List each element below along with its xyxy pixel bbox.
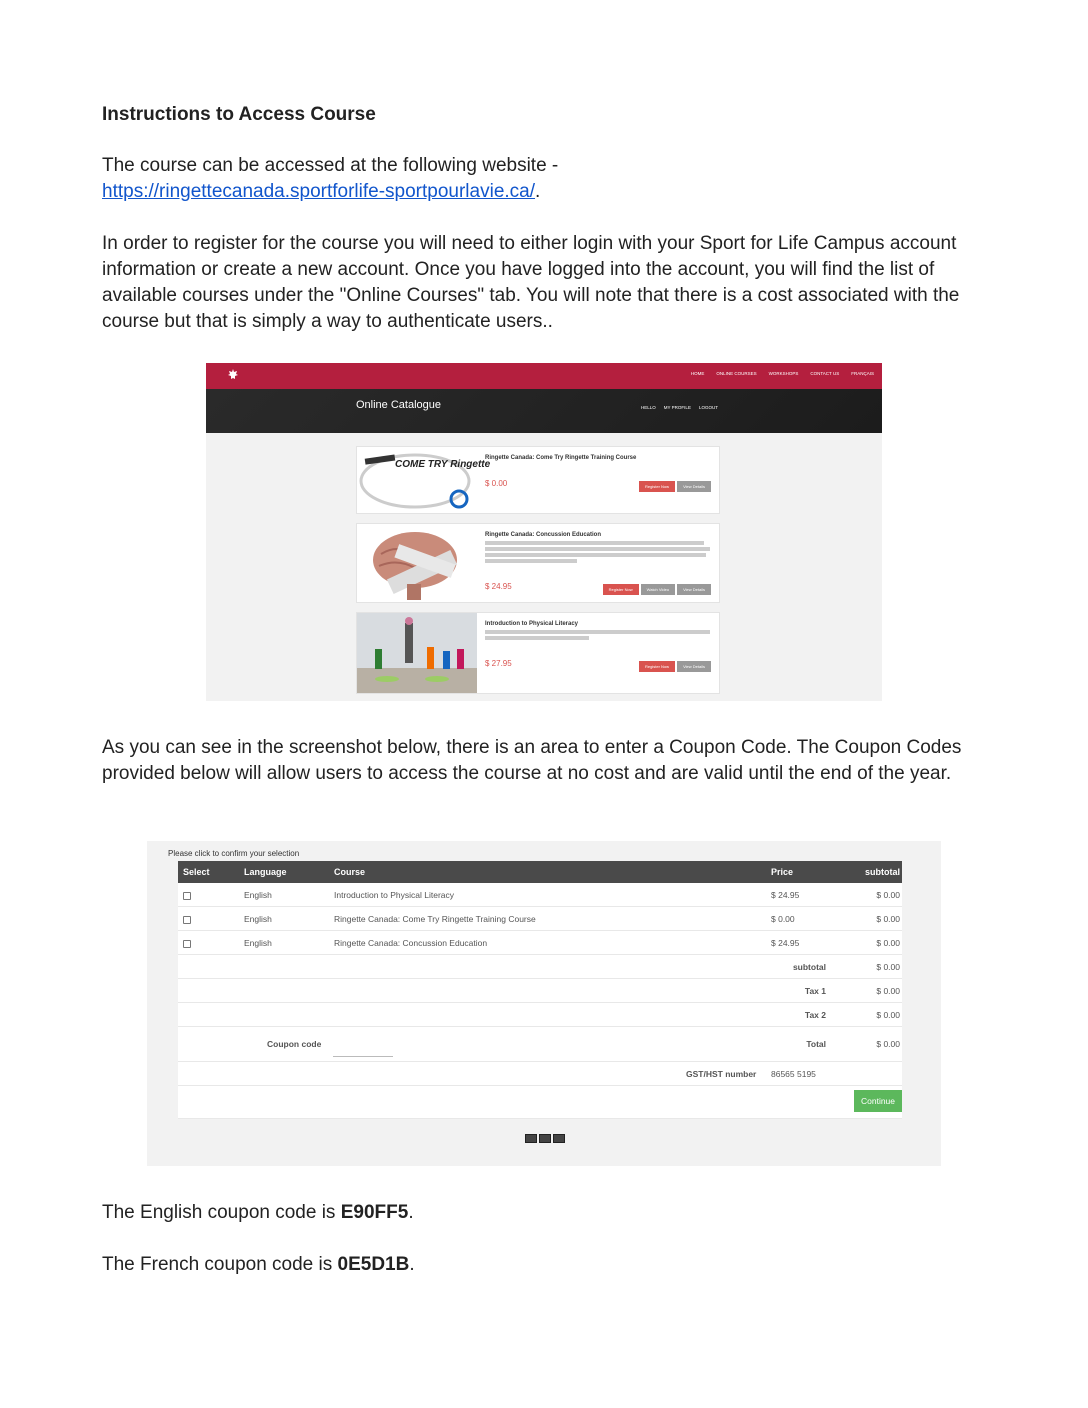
- watch-video-button[interactable]: Watch Video: [641, 584, 675, 595]
- brain-image: [357, 524, 477, 602]
- english-code-line: [102, 1200, 992, 1226]
- row-price: $ 0.00: [771, 914, 795, 924]
- coupon-label: Coupon code: [267, 1039, 322, 1049]
- col-course: Course: [334, 867, 366, 877]
- course-description-lines: [485, 630, 715, 640]
- nav-contact[interactable]: CONTACT US: [810, 371, 840, 376]
- english-coupon-code: E90FF5: [340, 1202, 409, 1223]
- catalogue-hero: [206, 389, 882, 433]
- col-select: Select: [183, 867, 210, 877]
- nav-francais[interactable]: FRANÇAIS: [851, 371, 874, 376]
- course-title: Ringette Canada: Concussion Education: [485, 532, 602, 538]
- french-code-line: [102, 1252, 992, 1278]
- mastercard-icon: [539, 1134, 551, 1143]
- table-row: [178, 907, 902, 931]
- course-card: [356, 612, 720, 694]
- course-card: [356, 523, 720, 603]
- visa-icon: [525, 1134, 537, 1143]
- row-price: $ 24.95: [771, 890, 800, 900]
- subtotal-value: $ 0.00: [876, 962, 900, 972]
- register-now-button[interactable]: Register Now: [639, 661, 675, 672]
- nav-workshops[interactable]: WORKSHOPS: [768, 371, 799, 376]
- logout-link[interactable]: LOGOUT: [698, 405, 718, 410]
- tax1-value: $ 0.00: [876, 986, 900, 996]
- total-label: Total: [806, 1039, 826, 1049]
- row-subtotal: $ 0.00: [876, 890, 900, 900]
- table-header: [178, 861, 902, 883]
- gst-value: 86565 5195: [771, 1069, 816, 1079]
- register-now-button[interactable]: Register Now: [603, 584, 639, 595]
- course-price: $ 24.95: [485, 582, 512, 591]
- row-course: Ringette Canada: Concussion Education: [334, 938, 488, 948]
- checkout-screenshot: [147, 841, 941, 1166]
- row-subtotal: $ 0.00: [876, 938, 900, 948]
- view-details-button[interactable]: View Details: [677, 661, 711, 672]
- come-try-label: COME TRY Ringette: [395, 459, 491, 470]
- tax2-label: Tax 2: [804, 1010, 826, 1020]
- subtotal-label: subtotal: [792, 962, 826, 972]
- english-suffix: .: [408, 1202, 414, 1223]
- french-suffix: .: [409, 1254, 415, 1275]
- checkout-table: [178, 861, 902, 1119]
- french-prefix: The French coupon code is: [102, 1254, 338, 1275]
- col-language: Language: [244, 867, 287, 877]
- catalogue-screenshot: [206, 363, 882, 701]
- amex-icon: [553, 1134, 565, 1143]
- profile-link[interactable]: MY PROFILE: [663, 405, 691, 410]
- view-details-button[interactable]: View Details: [677, 584, 711, 595]
- table-row: [178, 931, 902, 955]
- tax1-row: [178, 979, 902, 1003]
- payment-card-icons: [525, 1134, 565, 1143]
- select-checkbox[interactable]: [183, 940, 191, 948]
- course-title: Introduction to Physical Literacy: [485, 621, 579, 627]
- view-details-button[interactable]: View Details: [677, 481, 711, 492]
- select-checkbox[interactable]: [183, 892, 191, 900]
- course-description-lines: [485, 541, 715, 563]
- row-price: $ 24.95: [771, 938, 800, 948]
- confirm-heading: Please click to confirm your selection: [168, 849, 300, 858]
- gst-label: GST/HST number: [686, 1069, 757, 1079]
- user-links: [641, 405, 718, 410]
- catalogue-title: Online Catalogue: [356, 399, 442, 411]
- row-language: English: [244, 914, 272, 924]
- coupon-paragraph: As you can see in the screenshot below, there is an area to enter a Coupon Code. The Coupon Codes provided below will allow users to access the course at no cost and are valid until the end of the year.: [102, 737, 962, 784]
- row-course: Introduction to Physical Literacy: [334, 890, 455, 900]
- course-price: $ 0.00: [485, 479, 508, 488]
- intro-text: The course can be accessed at the following website -: [102, 155, 559, 176]
- course-card: [356, 446, 720, 514]
- course-website-link[interactable]: https://ringettecanada.sportforlife-sportpourlavie.ca/: [102, 181, 536, 202]
- row-course: Ringette Canada: Come Try Ringette Training Course: [334, 914, 536, 924]
- continue-row: [178, 1086, 902, 1119]
- tax2-value: $ 0.00: [876, 1010, 900, 1020]
- continue-button[interactable]: Continue: [854, 1090, 902, 1112]
- kids-gym-image: [357, 613, 477, 693]
- tax1-label: Tax 1: [804, 986, 826, 996]
- gst-row: [178, 1062, 902, 1086]
- nav-home[interactable]: HOME: [690, 371, 705, 376]
- course-price: $ 27.95: [485, 659, 512, 668]
- row-language: English: [244, 938, 272, 948]
- english-prefix: The English coupon code is: [102, 1202, 341, 1223]
- subtotal-row: [178, 955, 902, 979]
- select-checkbox[interactable]: [183, 916, 191, 924]
- table-row: [178, 883, 902, 907]
- tax2-row: [178, 1003, 902, 1027]
- french-coupon-code: 0E5D1B: [337, 1254, 410, 1275]
- row-subtotal: $ 0.00: [876, 914, 900, 924]
- ringette-logo: [210, 369, 264, 385]
- course-title: Ringette Canada: Come Try Ringette Training Course: [485, 455, 637, 461]
- page-title: Instructions to Access Course: [102, 104, 376, 125]
- coupon-total-row: [178, 1027, 902, 1062]
- intro-suffix: .: [535, 181, 541, 202]
- register-now-button[interactable]: Register Now: [639, 481, 675, 492]
- come-try-ringette-image: [357, 447, 491, 513]
- register-paragraph: In order to register for the course you will need to either login with your Sport for Life Campus account information or create a new account. Once you have logged into the account, you will find the list of available courses under the "Online Courses" tab. You will note that there is a cost associated with the course but that is simply a way to authenticate users..: [102, 233, 960, 332]
- catalogue-nav: [691, 371, 874, 376]
- catalogue-top-bar: [206, 363, 882, 389]
- coupon-code-input[interactable]: [333, 1046, 393, 1057]
- hello-link[interactable]: HELLO: [641, 405, 656, 410]
- nav-online-courses[interactable]: ONLINE COURSES: [716, 371, 757, 376]
- total-value: $ 0.00: [876, 1039, 900, 1049]
- col-price: Price: [771, 867, 794, 877]
- col-subtotal: subtotal: [865, 867, 900, 877]
- row-language: English: [244, 890, 272, 900]
- intro-paragraph: [102, 153, 992, 205]
